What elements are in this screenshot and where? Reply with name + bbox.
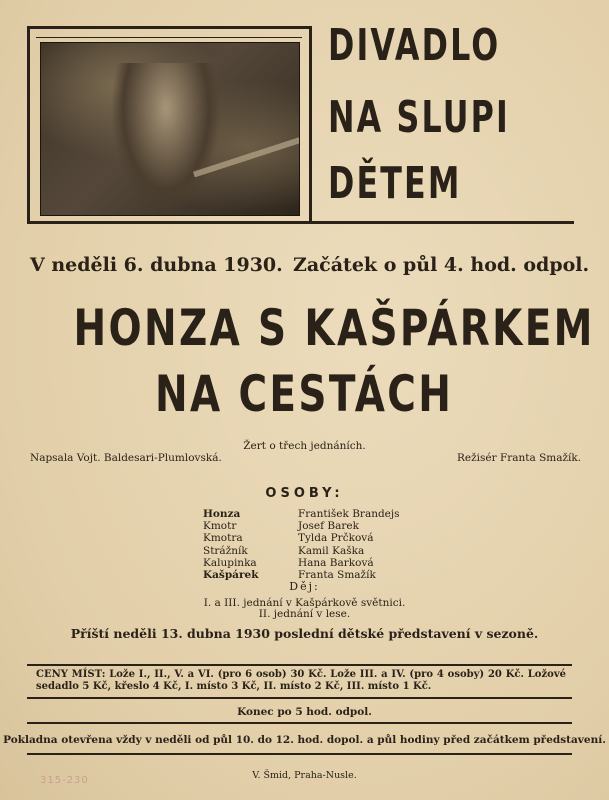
frame-inner-rule [36, 37, 302, 38]
puppet-figure [111, 63, 221, 213]
play-director: Režisér Franta Smažík. [457, 452, 582, 464]
play-title-line-1-text: HONZA S KAŠPÁRKEM [73, 299, 595, 357]
frame-left-rule [27, 26, 30, 224]
frame-middle-rule [309, 26, 312, 224]
rule-below-box-office [27, 753, 572, 755]
actor-name: Josef Barek [298, 520, 359, 533]
actor-name: Franta Smažík [298, 569, 376, 582]
pencil-note: 315-230 [40, 775, 89, 786]
play-title-line-2 [0, 365, 609, 423]
play-subtitle: Žert o třech jednáních. [243, 440, 366, 452]
role-name: Kalupinka [203, 556, 257, 569]
theatre-name-line-1: DIVADLO [328, 20, 501, 71]
scene-heading: Děj: [289, 580, 320, 593]
play-title-line-2-text: NA CESTÁCH [155, 365, 454, 423]
play-title-line-1 [0, 299, 609, 357]
actor-name: Tylda Prčková [298, 532, 374, 545]
rule-above-prices [27, 664, 572, 666]
scene-line-1: I. a III. jednání v Kašpárkově světnici. [203, 597, 406, 609]
box-office-hours: Pokladna otevřena vždy v neděli od půl 10. do 12. hod. dopol. a půl hodiny před začátkem představení. [3, 734, 606, 746]
performance-start: Začátek o půl 4. hod. odpol. [293, 254, 590, 276]
theatre-name-line-3: DĚTEM [328, 158, 462, 209]
actor-name: Hana Barková [298, 556, 374, 569]
performance-date: V neděli 6. dubna 1930. [30, 254, 283, 276]
printer-credit: V. Šmid, Praha-Nusle. [252, 770, 357, 781]
cast-heading: OSOBY: [265, 486, 344, 501]
frame-top-rule [27, 26, 310, 29]
rule-below-prices [27, 697, 572, 699]
role-name: Strážník [203, 544, 248, 557]
role-name: Kašpárek [203, 569, 259, 582]
role-name: Kmotr [203, 520, 237, 533]
frame-bottom-rule [27, 221, 574, 224]
end-time: Konec po 5 hod. odpol. [237, 706, 372, 718]
rule-above-box-office [27, 722, 572, 724]
role-name: Honza [203, 508, 241, 520]
puppet-photograph [40, 42, 300, 216]
theatre-name-line-2: NA SLUPI [328, 92, 510, 143]
scene-line-2: II. jednání v lese. [258, 608, 351, 620]
cast-actors [298, 508, 400, 581]
actor-name: František Brandejs [298, 508, 400, 520]
cast-roles [203, 508, 258, 581]
next-performance: Příští neděli 13. dubna 1930 poslední dětské představení v sezoně. [70, 626, 539, 641]
actor-name: Kamil Kaška [298, 544, 365, 557]
play-author: Napsala Vojt. Baldesari-Plumlovská. [30, 452, 222, 464]
ticket-prices: CENY MÍST: Lože I., II., V. a VI. (pro 6 osob) 30 Kč. Lože III. a IV. (pro 4 osoby) 20 Kč. Ložové sedadlo 5 Kč, křeslo 4 Kč, I. místo 3 Kč, II. místo 2 Kč, III. místo 1 Kč. [36, 669, 566, 692]
role-name: Kmotra [203, 532, 243, 545]
